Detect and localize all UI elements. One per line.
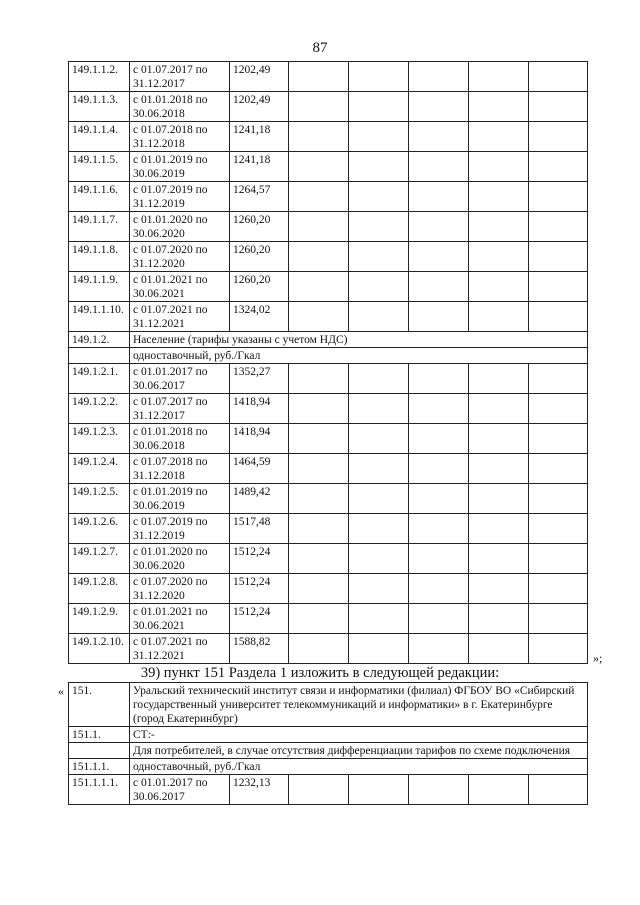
empty-cell (349, 484, 409, 514)
empty-cell (289, 242, 349, 272)
empty-cell (409, 182, 469, 212)
empty-cell (529, 574, 588, 604)
table-row (69, 62, 588, 92)
empty-cell (529, 604, 588, 634)
table-row (69, 683, 588, 727)
row-code-cell: 149.1.2.6. (69, 514, 130, 544)
empty-cell (469, 302, 529, 332)
table-row (69, 348, 588, 364)
page-number: 87 (312, 40, 328, 56)
empty-cell (529, 62, 588, 92)
empty-cell (529, 484, 588, 514)
empty-cell (349, 364, 409, 394)
period-end-line: 31.12.2021 (133, 650, 185, 662)
section-heading: 39) пункт 151 Раздела 1 изложить в следующей редакции: (140, 665, 500, 681)
period-start-line: с 01.01.2019 по (133, 154, 208, 166)
row-code-cell: 149.1.2.10. (69, 634, 130, 664)
empty-cell (409, 604, 469, 634)
empty-cell (409, 514, 469, 544)
period-start-line: с 01.01.2017 по (133, 366, 208, 378)
empty-cell (349, 152, 409, 182)
tariff-value-cell: 1264,57 (230, 182, 289, 212)
empty-cell (529, 454, 588, 484)
empty-cell (529, 514, 588, 544)
table-row (69, 514, 588, 544)
tariff-value-cell: 1489,42 (230, 484, 289, 514)
row-code-cell: 149.1.2.7. (69, 544, 130, 574)
period-end-line: 31.12.2017 (133, 410, 185, 422)
empty-cell (289, 574, 349, 604)
tariff-value-cell: 1324,02 (230, 302, 289, 332)
empty-cell (469, 775, 529, 805)
empty-cell (529, 212, 588, 242)
row-code-cell: 151.1.1. (69, 759, 130, 775)
period-cell (130, 92, 230, 122)
period-start-line: с 01.01.2017 по (133, 777, 208, 789)
table-row (69, 92, 588, 122)
empty-cell (469, 182, 529, 212)
period-end-line: 31.12.2019 (133, 198, 185, 210)
period-cell (130, 634, 230, 664)
empty-cell (469, 92, 529, 122)
empty-cell (289, 544, 349, 574)
period-start-line: с 01.01.2021 по (133, 274, 208, 286)
period-end-line: 31.12.2020 (133, 590, 185, 602)
period-start-line: с 01.01.2020 по (133, 214, 208, 226)
row-code-cell: 149.1.1.5. (69, 152, 130, 182)
table-row (69, 775, 588, 805)
empty-cell (469, 62, 529, 92)
empty-code-cell (69, 743, 130, 759)
empty-cell (349, 212, 409, 242)
empty-cell (409, 364, 469, 394)
period-end-line: 31.12.2018 (133, 470, 185, 482)
row-code-cell: 151.1.1.1. (69, 775, 130, 805)
empty-cell (289, 514, 349, 544)
period-start-line: с 01.07.2017 по (133, 396, 208, 408)
empty-cell (529, 122, 588, 152)
period-start-line: с 01.01.2021 по (133, 606, 208, 618)
empty-cell (349, 182, 409, 212)
empty-cell (409, 302, 469, 332)
period-start-line: с 01.01.2018 по (133, 426, 208, 438)
empty-cell (349, 574, 409, 604)
empty-cell (529, 302, 588, 332)
row-code-cell: 151.1. (69, 727, 130, 743)
tariff-value-cell: 1512,24 (230, 574, 289, 604)
empty-cell (349, 62, 409, 92)
period-end-line: 30.06.2021 (133, 620, 185, 632)
empty-cell (289, 604, 349, 634)
empty-cell (529, 364, 588, 394)
empty-cell (469, 152, 529, 182)
empty-cell (289, 454, 349, 484)
empty-cell (529, 182, 588, 212)
empty-cell (409, 574, 469, 604)
empty-cell (529, 394, 588, 424)
period-start-line: с 01.07.2019 по (133, 184, 208, 196)
table-row (69, 634, 588, 664)
table-row (69, 182, 588, 212)
row-code-cell: 149.1.2.1. (69, 364, 130, 394)
period-end-line: 31.12.2019 (133, 530, 185, 542)
empty-cell (409, 122, 469, 152)
tariff-value-cell: 1260,20 (230, 212, 289, 242)
empty-cell (289, 424, 349, 454)
period-cell (130, 454, 230, 484)
empty-cell (289, 92, 349, 122)
empty-cell (409, 394, 469, 424)
row-code-cell: 149.1.2.9. (69, 604, 130, 634)
empty-cell (409, 454, 469, 484)
empty-cell (469, 454, 529, 484)
empty-cell (409, 212, 469, 242)
period-cell (130, 775, 230, 805)
period-end-line: 30.06.2018 (133, 440, 185, 452)
empty-cell (469, 574, 529, 604)
row-code-cell: 149.1.1.3. (69, 92, 130, 122)
tariff-value-cell: 1512,24 (230, 604, 289, 634)
period-end-line: 31.12.2017 (133, 78, 185, 90)
empty-cell (409, 775, 469, 805)
group-title-cell: Население (тарифы указаны с учетом НДС) (130, 332, 588, 348)
period-end-line: 30.06.2019 (133, 168, 185, 180)
period-start-line: с 01.01.2018 по (133, 94, 208, 106)
period-start-line: с 01.01.2019 по (133, 486, 208, 498)
row-code-cell: 149.1.1.10. (69, 302, 130, 332)
empty-cell (529, 92, 588, 122)
period-end-line: 30.06.2017 (133, 380, 185, 392)
period-cell (130, 122, 230, 152)
empty-cell (349, 302, 409, 332)
empty-cell (529, 242, 588, 272)
empty-cell (409, 62, 469, 92)
period-cell (130, 62, 230, 92)
row-code-cell: 149.1.2.3. (69, 424, 130, 454)
empty-code-cell (69, 348, 130, 364)
tariff-value-cell: 1241,18 (230, 152, 289, 182)
period-end-line: 30.06.2017 (133, 791, 185, 803)
period-end-line: 31.12.2020 (133, 258, 185, 270)
empty-cell (469, 272, 529, 302)
empty-cell (349, 544, 409, 574)
tariff-value-cell: 1241,18 (230, 122, 289, 152)
closing-quote: »; (593, 651, 603, 665)
row-code-cell: 149.1.2.8. (69, 574, 130, 604)
period-cell (130, 484, 230, 514)
table-row (69, 424, 588, 454)
row-code-cell: 149.1.2.4. (69, 454, 130, 484)
empty-cell (409, 544, 469, 574)
row-code-cell: 149.1.1.6. (69, 182, 130, 212)
group-title-cell: одноставочный, руб./Гкал (130, 759, 588, 775)
tariff-value-cell: 1418,94 (230, 424, 289, 454)
table-row (69, 242, 588, 272)
empty-cell (529, 424, 588, 454)
tariff-value-cell: 1202,49 (230, 62, 289, 92)
period-cell (130, 574, 230, 604)
table-row (69, 302, 588, 332)
period-start-line: с 01.07.2020 по (133, 576, 208, 588)
empty-cell (349, 424, 409, 454)
tariff-value-cell: 1260,20 (230, 272, 289, 302)
empty-cell (529, 272, 588, 302)
period-cell (130, 212, 230, 242)
period-cell (130, 242, 230, 272)
table-row (69, 122, 588, 152)
row-code-cell: 149.1.1.4. (69, 122, 130, 152)
empty-cell (289, 122, 349, 152)
row-code-cell: 149.1.1.2. (69, 62, 130, 92)
empty-cell (529, 152, 588, 182)
group-title-cell: Уральский технический институт связи и информатики (филиал) ФГБОУ ВО «Сибирский государственный университет телекоммуникаций и информатики» в г. Екатеринбурге (город Екатеринбург) (130, 683, 588, 727)
row-code-cell: 149.1.1.7. (69, 212, 130, 242)
table-row (69, 394, 588, 424)
table-row (69, 272, 588, 302)
period-end-line: 30.06.2018 (133, 108, 185, 120)
tariff-value-cell: 1202,49 (230, 92, 289, 122)
period-start-line: с 01.07.2021 по (133, 304, 208, 316)
period-start-line: с 01.07.2020 по (133, 244, 208, 256)
empty-cell (349, 604, 409, 634)
unit-text-cell: Для потребителей, в случае отсутствия дифференциации тарифов по схеме подключения (130, 743, 588, 759)
row-code-cell: 149.1.1.8. (69, 242, 130, 272)
empty-cell (409, 152, 469, 182)
empty-cell (409, 92, 469, 122)
period-cell (130, 514, 230, 544)
empty-cell (349, 92, 409, 122)
empty-cell (289, 272, 349, 302)
period-end-line: 30.06.2021 (133, 288, 185, 300)
tariff-value-cell: 1418,94 (230, 394, 289, 424)
empty-cell (529, 634, 588, 664)
period-cell (130, 182, 230, 212)
period-start-line: с 01.07.2018 по (133, 456, 208, 468)
period-cell (130, 152, 230, 182)
period-end-line: 30.06.2020 (133, 228, 185, 240)
empty-cell (469, 514, 529, 544)
table-row (69, 454, 588, 484)
empty-cell (289, 152, 349, 182)
tariff-value-cell: 1588,82 (230, 634, 289, 664)
tariff-table-part1 (68, 61, 588, 664)
opening-quote: « (58, 684, 64, 698)
tariff-value-cell: 1260,20 (230, 242, 289, 272)
empty-cell (409, 634, 469, 664)
empty-cell (289, 775, 349, 805)
table-row (69, 604, 588, 634)
period-cell (130, 272, 230, 302)
empty-cell (469, 484, 529, 514)
period-cell (130, 364, 230, 394)
period-cell (130, 604, 230, 634)
empty-cell (289, 394, 349, 424)
tariff-value-cell: 1512,24 (230, 544, 289, 574)
empty-cell (529, 775, 588, 805)
table-row (69, 727, 588, 743)
empty-cell (469, 604, 529, 634)
empty-cell (469, 544, 529, 574)
table-row (69, 544, 588, 574)
unit-text-cell: одноставочный, руб./Гкал (130, 348, 588, 364)
empty-cell (349, 122, 409, 152)
period-end-line: 30.06.2019 (133, 500, 185, 512)
row-code-cell: 151. (69, 683, 130, 727)
tariff-value-cell: 1464,59 (230, 454, 289, 484)
row-code-cell: 149.1.2. (69, 332, 130, 348)
empty-cell (289, 484, 349, 514)
empty-cell (349, 634, 409, 664)
empty-cell (469, 424, 529, 454)
empty-cell (289, 634, 349, 664)
period-cell (130, 424, 230, 454)
period-cell (130, 544, 230, 574)
empty-cell (349, 242, 409, 272)
table-row (69, 759, 588, 775)
empty-cell (469, 634, 529, 664)
empty-cell (289, 182, 349, 212)
empty-cell (409, 424, 469, 454)
empty-cell (469, 122, 529, 152)
period-start-line: с 01.07.2017 по (133, 64, 208, 76)
period-start-line: с 01.07.2018 по (133, 124, 208, 136)
empty-cell (469, 394, 529, 424)
empty-cell (349, 514, 409, 544)
empty-cell (409, 242, 469, 272)
table-row (69, 212, 588, 242)
empty-cell (289, 62, 349, 92)
table-row (69, 152, 588, 182)
period-end-line: 31.12.2021 (133, 318, 185, 330)
period-start-line: с 01.01.2020 по (133, 546, 208, 558)
tariff-value-cell: 1352,27 (230, 364, 289, 394)
empty-cell (469, 242, 529, 272)
empty-cell (349, 394, 409, 424)
tariff-value-cell: 1232,13 (230, 775, 289, 805)
period-end-line: 31.12.2018 (133, 138, 185, 150)
row-code-cell: 149.1.2.2. (69, 394, 130, 424)
table-row (69, 332, 588, 348)
period-end-line: 30.06.2020 (133, 560, 185, 572)
empty-cell (289, 212, 349, 242)
table-row (69, 484, 588, 514)
empty-cell (349, 775, 409, 805)
period-start-line: с 01.07.2021 по (133, 636, 208, 648)
tariff-table-part2 (68, 682, 588, 805)
empty-cell (289, 364, 349, 394)
tariff-value-cell: 1517,48 (230, 514, 289, 544)
period-cell (130, 302, 230, 332)
table-row (69, 364, 588, 394)
empty-cell (349, 454, 409, 484)
empty-cell (409, 272, 469, 302)
empty-cell (409, 484, 469, 514)
empty-cell (469, 212, 529, 242)
group-title-cell: СТ:- (130, 727, 588, 743)
empty-cell (529, 544, 588, 574)
empty-cell (349, 272, 409, 302)
row-code-cell: 149.1.1.9. (69, 272, 130, 302)
period-cell (130, 394, 230, 424)
table-row (69, 743, 588, 759)
period-start-line: с 01.07.2019 по (133, 516, 208, 528)
empty-cell (469, 364, 529, 394)
empty-cell (289, 302, 349, 332)
table-row (69, 574, 588, 604)
row-code-cell: 149.1.2.5. (69, 484, 130, 514)
